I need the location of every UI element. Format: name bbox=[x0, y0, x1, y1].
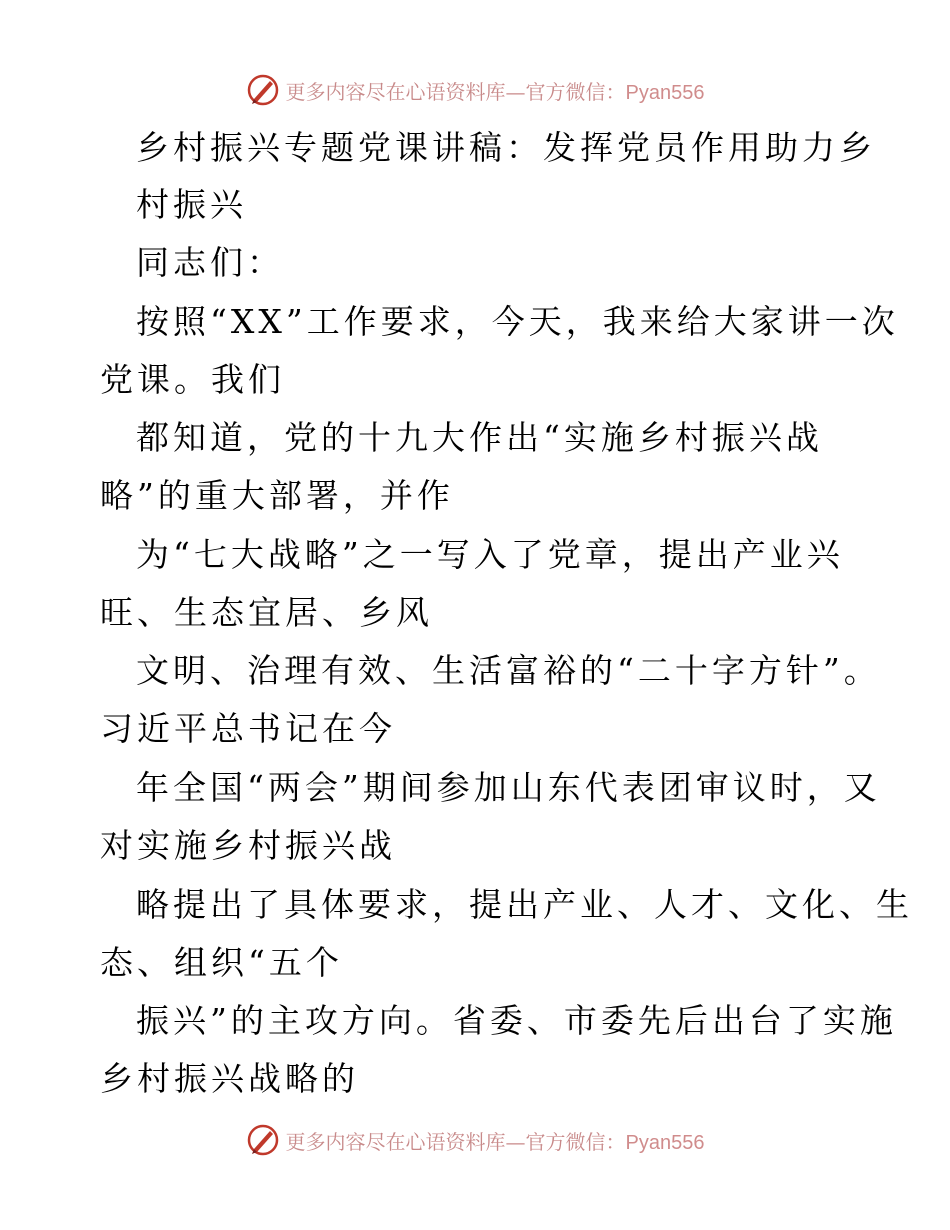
brush-pen-logo-icon bbox=[246, 1123, 280, 1157]
paragraph-line: 文明、治理有效、生活富裕的“二十字方针”。 bbox=[136, 651, 881, 690]
watermark-site-text: 更多内容尽在心语资料库 bbox=[285, 1129, 506, 1154]
paragraph-line: 对实施乡村振兴战 bbox=[100, 826, 396, 865]
paragraph-line: 略”的重大部署，并作 bbox=[100, 476, 454, 515]
watermark-text bbox=[286, 1126, 705, 1155]
salutation: 同志们： bbox=[136, 243, 284, 282]
paragraph-line: 党课。我们 bbox=[100, 360, 285, 399]
watermark-group bbox=[246, 73, 705, 107]
watermark-wechat-id: Pyan556 bbox=[625, 81, 705, 104]
watermark-wechat-id: Pyan556 bbox=[625, 1131, 705, 1154]
footer-watermark bbox=[0, 1120, 950, 1160]
paragraph-line: 乡村振兴战略的 bbox=[100, 1059, 359, 1098]
paragraph-line: 习近平总书记在今 bbox=[100, 709, 396, 748]
paragraph-line: 都知道，党的十九大作出“实施乡村振兴战 bbox=[136, 418, 823, 457]
watermark-site-text: 更多内容尽在心语资料库 bbox=[285, 79, 506, 104]
watermark-dash: — bbox=[505, 79, 526, 104]
watermark-text bbox=[286, 76, 705, 105]
doc-title-line-2: 村振兴 bbox=[136, 185, 247, 224]
paragraph-line: 略提出了具体要求，提出产业、人才、文化、生 bbox=[136, 885, 913, 924]
paragraph-line: 振兴”的主攻方向。省委、市委先后出台了实施 bbox=[136, 1001, 897, 1040]
paragraph-line: 年全国“两会”期间参加山东代表团审议时，又 bbox=[136, 768, 881, 807]
header-watermark bbox=[0, 70, 950, 110]
watermark-dash: — bbox=[505, 1129, 526, 1154]
doc-title-line-1: 乡村振兴专题党课讲稿：发挥党员作用助力乡 bbox=[136, 128, 876, 167]
paragraph-line: 旺、生态宜居、乡风 bbox=[100, 593, 433, 632]
watermark-group bbox=[246, 1123, 705, 1157]
watermark-wechat-label: 官方微信： bbox=[525, 79, 626, 104]
brush-pen-logo-icon bbox=[246, 73, 280, 107]
paragraph-line: 为“七大战略”之一写入了党章，提出产业兴 bbox=[136, 535, 844, 574]
watermark-wechat-label: 官方微信： bbox=[525, 1129, 626, 1154]
paragraph-line: 态、组织“五个 bbox=[100, 943, 343, 982]
paragraph-line: 按照“XX”工作要求，今天，我来给大家讲一次 bbox=[136, 302, 899, 341]
